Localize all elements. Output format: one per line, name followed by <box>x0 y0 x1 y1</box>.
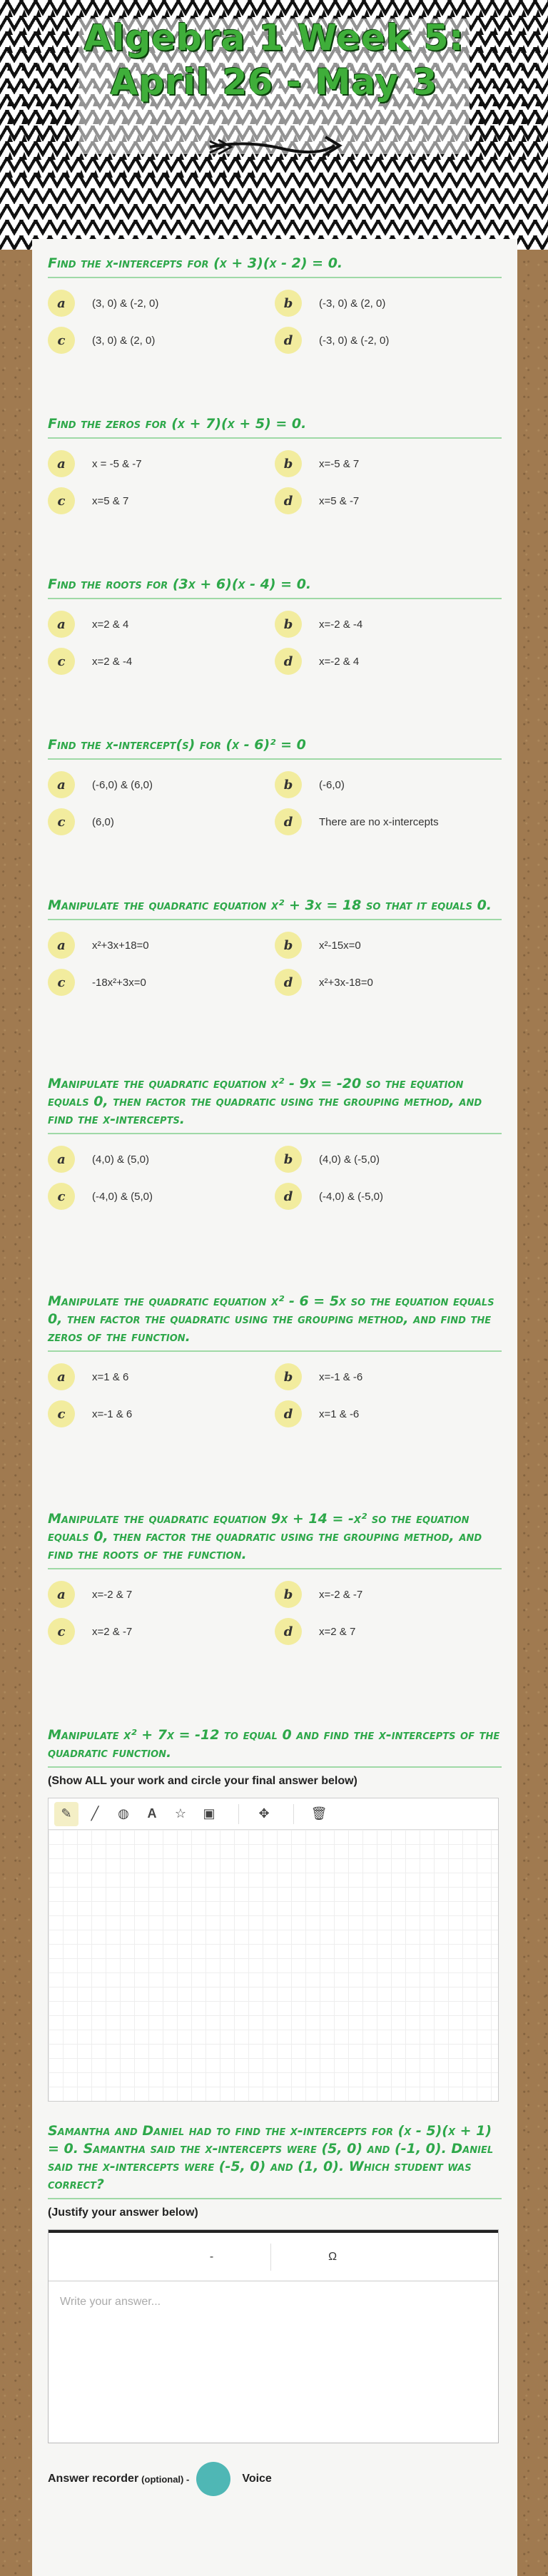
choice-grid <box>48 1363 502 1427</box>
choice-letter[interactable]: a <box>48 771 75 798</box>
choice-text: x=-1 & -6 <box>319 1370 363 1383</box>
voice-record-button[interactable] <box>196 2462 230 2496</box>
triangle-decoration <box>36 134 41 142</box>
triangle-decoration <box>7 27 13 35</box>
choice-text: x=-2 & 4 <box>319 655 360 668</box>
triangle-decoration <box>50 116 56 124</box>
choice-text: (-6,0) <box>319 778 345 791</box>
choice-letter[interactable]: a <box>48 611 75 638</box>
arrow-icon <box>203 133 345 161</box>
choice-text: x=5 & 7 <box>92 494 129 507</box>
triangle-decoration <box>64 170 70 178</box>
choice-letter[interactable]: b <box>275 1581 302 1608</box>
choice-grid <box>48 290 502 354</box>
triangle-decoration <box>507 45 512 53</box>
pen-icon[interactable]: ╱ <box>91 1806 99 1821</box>
toolbar-divider <box>293 1804 294 1824</box>
triangle-decoration <box>36 170 41 178</box>
question-7 <box>48 1293 502 1427</box>
question-4 <box>48 736 502 835</box>
question-text: Manipulate the quadratic equation x² + 3x = 18 so that it equals 0. <box>48 897 502 920</box>
choice-text: x=2 & 4 <box>92 618 129 631</box>
triangle-decoration <box>21 170 27 178</box>
choice-letter[interactable]: a <box>48 932 75 959</box>
choice-letter[interactable]: c <box>48 969 75 996</box>
question-instruction: (Justify your answer below) <box>48 2206 198 2219</box>
move-icon[interactable]: ✥ <box>258 1806 270 1821</box>
triangle-decoration <box>492 9 498 17</box>
choice-letter[interactable]: a <box>48 1146 75 1173</box>
choice-letter[interactable]: c <box>48 648 75 675</box>
triangle-decoration <box>507 9 512 17</box>
drawing-canvas[interactable] <box>48 1798 499 2102</box>
question-text: Find the zeros for (x + 7)(x + 5) = 0. <box>48 415 502 439</box>
worksheet-paper <box>32 239 517 2576</box>
question-instruction: (Show ALL your work and circle your final answer below) <box>48 1775 357 1787</box>
choice-grid <box>48 932 502 996</box>
triangle-decoration <box>507 81 512 88</box>
choice-b[interactable] <box>275 932 502 959</box>
triangle-decoration <box>36 9 41 17</box>
triangle-decoration <box>50 81 56 88</box>
choice-letter[interactable]: d <box>275 1183 302 1210</box>
recorder-optional: (optional) - <box>141 2473 190 2485</box>
triangle-decoration <box>492 63 498 71</box>
choice-grid <box>48 450 502 514</box>
triangle-decoration <box>50 63 56 71</box>
choice-c[interactable] <box>48 1400 275 1427</box>
triangle-decoration <box>521 9 527 17</box>
triangle-decoration <box>50 27 56 35</box>
triangle-decoration <box>507 152 512 160</box>
triangle-decoration <box>535 98 541 106</box>
question-text: Find the roots for (3x + 6)(x - 4) = 0. <box>48 576 502 599</box>
pencil-icon[interactable]: ✎ <box>54 1802 78 1826</box>
choice-letter[interactable]: b <box>275 611 302 638</box>
choice-letter[interactable]: b <box>275 450 302 477</box>
choice-d[interactable] <box>275 969 502 996</box>
question-5 <box>48 897 502 996</box>
question-text: Find the x-intercept(s) for (x - 6)² = 0 <box>48 736 502 760</box>
choice-text: x=-2 & 7 <box>92 1588 133 1601</box>
choice-letter[interactable]: b <box>275 1146 302 1173</box>
triangle-decoration <box>507 27 512 35</box>
choice-b[interactable] <box>275 1581 502 1608</box>
choice-text: x=2 & -7 <box>92 1625 133 1638</box>
triangle-decoration <box>107 170 113 178</box>
choice-a[interactable] <box>48 1581 275 1608</box>
choice-text: x²-15x=0 <box>319 939 361 952</box>
choice-text: x²+3x+18=0 <box>92 939 149 952</box>
triangle-decoration <box>535 63 541 71</box>
choice-text: x = -5 & -7 <box>92 457 142 470</box>
triangle-decoration <box>7 45 13 53</box>
answer-recorder <box>48 2462 502 2496</box>
drawing-toolbar <box>49 1798 498 1830</box>
triangle-decoration <box>64 116 70 124</box>
choice-text: x=2 & 7 <box>319 1625 356 1638</box>
choice-d[interactable] <box>275 1618 502 1645</box>
triangle-decoration <box>535 116 541 124</box>
triangle-decoration <box>492 81 498 88</box>
choice-text: x=1 & -6 <box>319 1407 360 1420</box>
triangle-decoration <box>193 170 198 178</box>
choice-d[interactable] <box>275 808 502 835</box>
answer-textarea[interactable]: Write your answer... <box>60 2296 161 2308</box>
choice-c[interactable] <box>48 1183 275 1210</box>
choice-letter[interactable]: a <box>48 450 75 477</box>
choice-text: x=-5 & 7 <box>319 457 360 470</box>
choice-letter[interactable]: d <box>275 808 302 835</box>
question-text: Manipulate the quadratic equation x² - 9x = -20 so the equation equals 0, then factor the quadratic using the grouping method, and find the x-intercepts. <box>48 1075 502 1134</box>
triangle-decoration <box>21 63 27 71</box>
triangle-decoration <box>535 9 541 17</box>
question-text: Samantha and Daniel had to find the x-intercepts for (x - 5)(x + 1) = 0. Samantha said the x-intercepts were (5, 0) and (-1, 0). Daniel said the x-intercepts were (-5, 0) and (1, 0). Which student was correct? <box>48 2122 502 2199</box>
triangle-decoration <box>492 98 498 106</box>
triangle-decoration <box>492 134 498 142</box>
triangle-decoration <box>50 134 56 142</box>
triangle-decoration <box>36 152 41 160</box>
question-6 <box>48 1075 502 1210</box>
triangle-decoration <box>7 152 13 160</box>
choice-a[interactable] <box>48 450 275 477</box>
triangle-decoration <box>221 170 227 178</box>
choice-text: (4,0) & (-5,0) <box>319 1153 380 1166</box>
choice-letter[interactable]: b <box>275 932 302 959</box>
triangle-decoration <box>21 152 27 160</box>
choice-b[interactable] <box>275 1363 502 1390</box>
triangle-decoration <box>93 170 98 178</box>
triangle-decoration <box>64 134 70 142</box>
choice-letter[interactable]: b <box>275 290 302 317</box>
choice-letter[interactable]: c <box>48 327 75 354</box>
choice-text: (-3, 0) & (-2, 0) <box>319 334 390 347</box>
choice-a[interactable] <box>48 290 275 317</box>
triangle-decoration <box>36 63 41 71</box>
choice-letter[interactable]: c <box>48 808 75 835</box>
triangle-decoration <box>207 170 213 178</box>
choice-text: There are no x-intercepts <box>319 815 439 828</box>
triangle-decoration <box>492 116 498 124</box>
answer-editor[interactable] <box>48 2229 499 2443</box>
page-title: Algebra 1 Week 5: April 26 - May 3 <box>83 17 465 103</box>
triangle-decoration <box>50 9 56 17</box>
triangle-decoration <box>535 134 541 142</box>
minus-icon[interactable]: - <box>209 2250 214 2263</box>
triangle-decoration <box>521 152 527 160</box>
choice-text: x²+3x-18=0 <box>319 976 373 989</box>
triangle-decoration <box>535 81 541 88</box>
triangle-decoration <box>21 98 27 106</box>
choice-b[interactable] <box>275 1146 502 1173</box>
choice-text: x=1 & 6 <box>92 1370 129 1383</box>
choice-a[interactable] <box>48 932 275 959</box>
triangle-decoration <box>478 152 484 160</box>
drawing-grid[interactable] <box>49 1830 498 2101</box>
choice-text: x=-2 & -4 <box>319 618 363 631</box>
triangle-decoration <box>521 81 527 88</box>
triangle-decoration <box>78 170 84 178</box>
triangle-decoration <box>21 27 27 35</box>
question-text: Manipulate the quadratic equation x² - 6 = 5x so the equation equals 0, then factor the quadratic using the grouping method, and find the zeros of the function. <box>48 1293 502 1352</box>
choice-letter[interactable]: d <box>275 487 302 514</box>
choice-b[interactable] <box>275 611 502 638</box>
triangle-decoration <box>21 45 27 53</box>
choice-letter[interactable]: c <box>48 1183 75 1210</box>
triangle-decoration <box>492 45 498 53</box>
question-8 <box>48 1510 502 1645</box>
triangle-decoration <box>21 9 27 17</box>
choice-letter[interactable]: d <box>275 327 302 354</box>
triangle-decoration <box>492 27 498 35</box>
drawing-question <box>48 1726 502 2102</box>
choice-text: x=5 & -7 <box>319 494 360 507</box>
question-text: Find the x-intercepts for (x + 3)(x - 2) = 0. <box>48 255 502 278</box>
toolbar-divider <box>238 1804 239 1824</box>
choice-grid <box>48 771 502 835</box>
triangle-decoration <box>36 98 41 106</box>
triangle-decoration <box>50 98 56 106</box>
triangle-decoration <box>7 63 13 71</box>
choice-letter[interactable]: d <box>275 648 302 675</box>
triangle-decoration <box>36 116 41 124</box>
choice-text: x=2 & -4 <box>92 655 133 668</box>
choice-text: (3, 0) & (2, 0) <box>92 334 156 347</box>
triangle-decoration <box>21 81 27 88</box>
choice-d[interactable] <box>275 1183 502 1210</box>
choice-d[interactable] <box>275 1400 502 1427</box>
triangle-decoration <box>521 27 527 35</box>
question-1 <box>48 255 502 354</box>
triangle-decoration <box>7 134 13 142</box>
choice-c[interactable] <box>48 327 275 354</box>
text-tool-icon[interactable]: A <box>147 1806 157 1821</box>
recorder-label: Answer recorder <box>48 2473 139 2485</box>
triangle-decoration <box>492 152 498 160</box>
trash-icon[interactable]: 🗑 <box>310 1806 328 1821</box>
triangle-decoration <box>50 152 56 160</box>
triangle-decoration <box>21 134 27 142</box>
image-icon[interactable]: ▣ <box>203 1806 215 1821</box>
question-3 <box>48 576 502 675</box>
choice-text: (-4,0) & (-5,0) <box>319 1190 384 1203</box>
choice-d[interactable] <box>275 648 502 675</box>
triangle-decoration <box>521 98 527 106</box>
choice-d[interactable] <box>275 487 502 514</box>
triangle-decoration <box>36 27 41 35</box>
triangle-decoration <box>64 152 70 160</box>
choice-a[interactable] <box>48 771 275 798</box>
question-text: Manipulate x² + 7x = -12 to equal 0 and find the x-intercepts of the quadratic function. <box>48 1726 502 1768</box>
header-banner <box>0 0 548 250</box>
triangle-decoration <box>507 134 512 142</box>
triangle-decoration <box>7 116 13 124</box>
triangle-decoration <box>7 98 13 106</box>
choice-letter[interactable]: d <box>275 969 302 996</box>
choice-b[interactable] <box>275 771 502 798</box>
triangle-decoration <box>535 152 541 160</box>
choice-c[interactable] <box>48 487 275 514</box>
choice-letter[interactable]: b <box>275 771 302 798</box>
omega-symbol-icon[interactable]: Ω <box>328 2250 338 2263</box>
choice-a[interactable] <box>48 1363 275 1390</box>
triangle-decoration <box>7 81 13 88</box>
triangle-decoration <box>250 170 255 178</box>
triangle-decoration <box>521 116 527 124</box>
triangle-decoration <box>36 81 41 88</box>
choice-grid <box>48 1146 502 1210</box>
choice-a[interactable] <box>48 611 275 638</box>
choice-letter[interactable]: a <box>48 290 75 317</box>
choice-d[interactable] <box>275 327 502 354</box>
triangle-decoration <box>150 170 156 178</box>
triangle-decoration <box>36 45 41 53</box>
triangle-decoration <box>21 116 27 124</box>
choice-letter[interactable]: c <box>48 1618 75 1645</box>
triangle-decoration <box>507 98 512 106</box>
choice-text: (-6,0) & (6,0) <box>92 778 153 791</box>
triangle-decoration <box>507 63 512 71</box>
choice-letter[interactable]: a <box>48 1581 75 1608</box>
triangle-decoration <box>178 170 184 178</box>
question-text: Manipulate the quadratic equation 9x + 14 = -x² so the equation equals 0, then factor the quadratic using the grouping method, and find the roots of the function. <box>48 1510 502 1569</box>
choice-c[interactable] <box>48 648 275 675</box>
triangle-decoration <box>7 9 13 17</box>
voice-label: Voice <box>242 2473 272 2485</box>
choice-letter[interactable]: d <box>275 1400 302 1427</box>
open-response-question <box>48 2122 502 2496</box>
choice-c[interactable] <box>48 969 275 996</box>
choice-letter[interactable]: c <box>48 1400 75 1427</box>
triangle-decoration <box>164 170 170 178</box>
color-picker-icon[interactable]: ◍ <box>118 1806 129 1821</box>
triangle-decoration <box>535 27 541 35</box>
question-2 <box>48 415 502 514</box>
choice-text: (-4,0) & (5,0) <box>92 1190 153 1203</box>
triangle-decoration <box>136 170 141 178</box>
choice-letter[interactable]: d <box>275 1618 302 1645</box>
choice-a[interactable] <box>48 1146 275 1173</box>
choice-c[interactable] <box>48 808 275 835</box>
triangle-decoration <box>50 45 56 53</box>
choice-grid <box>48 1581 502 1645</box>
choice-text: (3, 0) & (-2, 0) <box>92 297 159 310</box>
triangle-decoration <box>50 170 56 178</box>
choice-text: (-3, 0) & (2, 0) <box>319 297 386 310</box>
star-icon[interactable]: ☆ <box>174 1806 187 1821</box>
choice-text: x=-1 & 6 <box>92 1407 133 1420</box>
triangle-decoration <box>478 134 484 142</box>
triangle-decoration <box>7 170 13 178</box>
choice-b[interactable] <box>275 290 502 317</box>
triangle-decoration <box>521 45 527 53</box>
choice-letter[interactable]: b <box>275 1363 302 1390</box>
triangle-decoration <box>507 116 512 124</box>
triangle-decoration <box>521 63 527 71</box>
toolbar-divider <box>270 2244 271 2271</box>
choice-b[interactable] <box>275 450 502 477</box>
editor-toolbar <box>49 2230 498 2281</box>
choice-text: -18x²+3x=0 <box>92 976 146 989</box>
choice-c[interactable] <box>48 1618 275 1645</box>
triangle-decoration <box>535 45 541 53</box>
choice-text: (4,0) & (5,0) <box>92 1153 150 1166</box>
choice-letter[interactable]: c <box>48 487 75 514</box>
triangle-decoration <box>521 134 527 142</box>
triangle-decoration <box>121 170 127 178</box>
choice-text: x=-2 & -7 <box>319 1588 363 1601</box>
triangle-decoration <box>478 116 484 124</box>
triangle-decoration <box>235 170 241 178</box>
choice-text: (6,0) <box>92 815 114 828</box>
choice-grid <box>48 611 502 675</box>
choice-letter[interactable]: a <box>48 1363 75 1390</box>
